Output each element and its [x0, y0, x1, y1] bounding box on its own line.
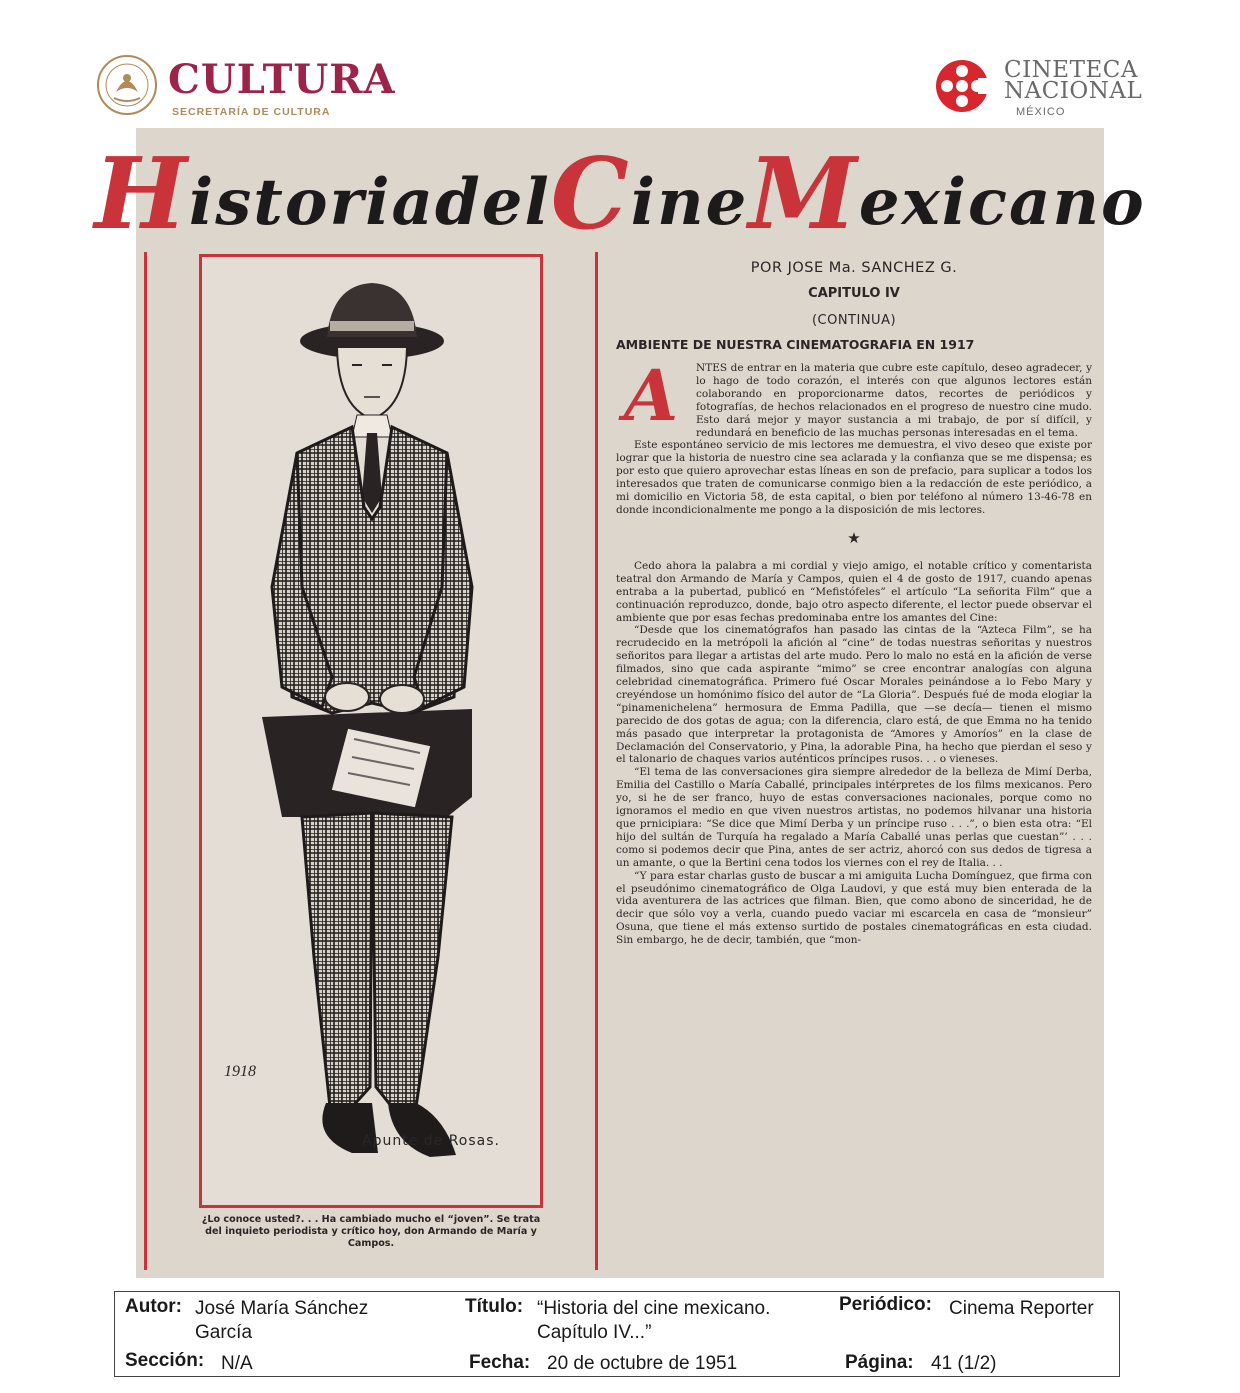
title-word-del: del — [435, 165, 551, 240]
title-word-cine: ine — [630, 165, 749, 240]
pagina-value: 41 (1/2) — [931, 1353, 997, 1374]
autor-value-line2: García — [195, 1322, 253, 1343]
article-continued: (CONTINUA) — [811, 313, 897, 328]
film-reel-icon — [934, 58, 990, 114]
drop-cap: A — [623, 354, 679, 437]
cultura-subtitle: SECRETARÍA DE CULTURA — [172, 106, 331, 118]
illustration-credit: Apunte de Rosas. — [362, 1133, 500, 1149]
title-cap-m: M — [748, 137, 859, 252]
pagina-label: Página: — [845, 1352, 914, 1373]
mexican-seal-icon — [96, 54, 158, 116]
cineteca-logo — [934, 56, 1154, 118]
cineteca-line2: NACIONAL — [1004, 78, 1143, 104]
illustration-frame — [199, 254, 543, 1208]
paragraph-3: Cedo ahora la palabra a mi cordial y viejo amigo, el notable crítico y comentarista teatral don Armando de María y Campos, quien el 4 de gosto de 1917, cuando apenas entraba a la pubertad, publicó en “Mefistófeles” el artículo “La señorita Film” que a continuación reproduzco, donde, bajo otro aspecto diferente, el lector puede observar el ambiente que por esas fechas predominaba entre los amantes del Cine: — [616, 559, 1092, 624]
fecha-label: Fecha: — [469, 1352, 531, 1373]
paragraph-4: “Desde que los cinematógrafos han pasado las cintas de la “Azteca Film”, se ha recrudecido en la metrópoli la afición al “cine” de todas nuestras señoritas y nuestros señoritos para llegar a artistas del arte mudo. Pero lo malo no está en la afición de verse filmados, sino que cada aspirante “mimo” se cree encontrar analogías con alguna celebridad cinematográfica. Primero fué Oscar Morales peinándose a lo Febo Mary y creyéndose un homónimo físico del autor de “La Gloria”. Después fué de moda elogiar la “pinamenichelena” hermosura de Emma Padilla, que —se decía— tienen el mismo parecido de dos gotas de agua; con la diferencia, claro está, de que Emma no ha tenido más pasado que interpretar la protagonista de “Amores y Amoríos” en la clase de Declamación del Conservatorio, y Pina, la adorable Pina, ha hecho que pierdan el seso y el talonario de chaques varios auténticos príncipes rusos. . . o vieneses. — [616, 624, 1092, 766]
cultura-title: CULTURA — [168, 56, 396, 103]
title-cap-c: C — [550, 137, 631, 252]
paragraph-1: NTES de entrar en la materia que cubre este capítulo, deseo agradecer, y lo hago de todo corazón, el interés con que algunos lectores están colaborando en proporcionarme datos, recortes de periódicos y fotografías, de hechos relacionados en el progreso de nuestro cine mudo. Esto dará mejor y mayor sustancia a mi trabajo, de por sí difícil, y redundará en beneficio de las muchas personas interesadas en el tema. — [696, 362, 1092, 439]
article-masthead — [94, 132, 1146, 252]
paragraph-2: Este espontáneo servicio de mis lectores me demuestra, el vivo deseo que existe por lograr que la historia de nuestro cine sea aclarada y la confianza que se me dispensa; es por esto que quiero aprovechar estas líneas en son de prefacio, para suplicar a todos los interesados que traten de comunicarse conmigo bien a la redacción de este periódico, a mi domicilio en Victoria 58, de esta capital, o bien por teléfono al número 13-46-78 en donde incondicionalmente me pongo a la disposición de mis lectores. — [616, 439, 1092, 516]
cineteca-subtitle: MÉXICO — [1016, 106, 1066, 118]
section-heading: AMBIENTE DE NUESTRA CINEMATOGRAFIA EN 1917 — [616, 337, 975, 352]
section-separator: ★ — [847, 530, 861, 547]
article-text-column — [616, 252, 1092, 1276]
titulo-value-line2: Capítulo IV...” — [537, 1322, 652, 1343]
cineteca-line1: CINETECA — [1004, 57, 1138, 83]
article-byline: POR JOSE Ma. SANCHEZ G. — [750, 260, 958, 276]
titulo-value-line1: “Historia del cine mexicano. — [537, 1298, 771, 1319]
scanned-page — [94, 128, 1146, 1278]
article-chapter: CAPITULO IV — [808, 286, 900, 301]
autor-label: Autor: — [125, 1296, 182, 1317]
metadata-box — [114, 1291, 1120, 1377]
cultura-logo — [96, 54, 426, 124]
illustration-caption: ¿Lo conoce usted?. . . Ha cambiado mucho el “joven”. Se trata del inquieto periodista y crítico hoy, don Armando de María y Campos. — [201, 1214, 541, 1249]
title-cap-h: H — [94, 137, 189, 252]
title-word-historia: istoria — [188, 165, 436, 240]
artist-signature: 1918 — [224, 1063, 256, 1080]
title-word-mexicano: exicano — [858, 165, 1146, 240]
seccion-value: N/A — [221, 1353, 253, 1374]
illustration-panel — [144, 252, 598, 1270]
titulo-label: Título: — [465, 1296, 524, 1317]
fecha-value: 20 de octubre de 1951 — [547, 1353, 738, 1374]
paragraph-5: “El tema de las conversaciones gira siempre alrededor de la belleza de Mimí Derba, Emilia del Castillo o María Caballé, principales intérpretes de los films mexicanos. Pero yo, si he de ser franco, huyo de estas conversaciones nacionales, porque como no ignoramos el medio en que viven nuestros artistas, no podemos hilvanar una historia que prnicipiara: “Se dice que Mimí Derba y un príncipe ruso . . .”, o bien esta otra: “El hijo del sultán de Turquía ha regalado a María Caballé unas perlas que cuestan”’ . . . como si podemos decir que Pina, antes de ser actriz, ahorcó con sus dedos de tigresa a un amante, o que la Bertini cena todos los viernes con el rey de Italia. . . — [616, 766, 1092, 869]
periodico-label: Periódico: — [839, 1294, 932, 1315]
periodico-value: Cinema Reporter — [949, 1298, 1094, 1319]
autor-value-line1: José María Sánchez — [195, 1298, 369, 1319]
paragraph-6: “Y para estar charlas gusto de buscar a mi amiguita Lucha Domínguez, que firma con el pseudónimo cinematográfico de Olga Laudovi, y que está muy bien enterada de la vida aventurera de las actrices que filman. Bien, que como abono de sinceridad, he de decir que sólo voy a verla, cuando puedo vaciar mi escarcela en casa de “monsieur” Osuna, que tiene el más extenso surtido de postales cinematográficas en esta ciudad. Sin embargo, he de decir, también, que “mon- — [616, 869, 1092, 947]
seccion-label: Sección: — [125, 1350, 205, 1371]
cineteca-title — [1004, 57, 1143, 104]
